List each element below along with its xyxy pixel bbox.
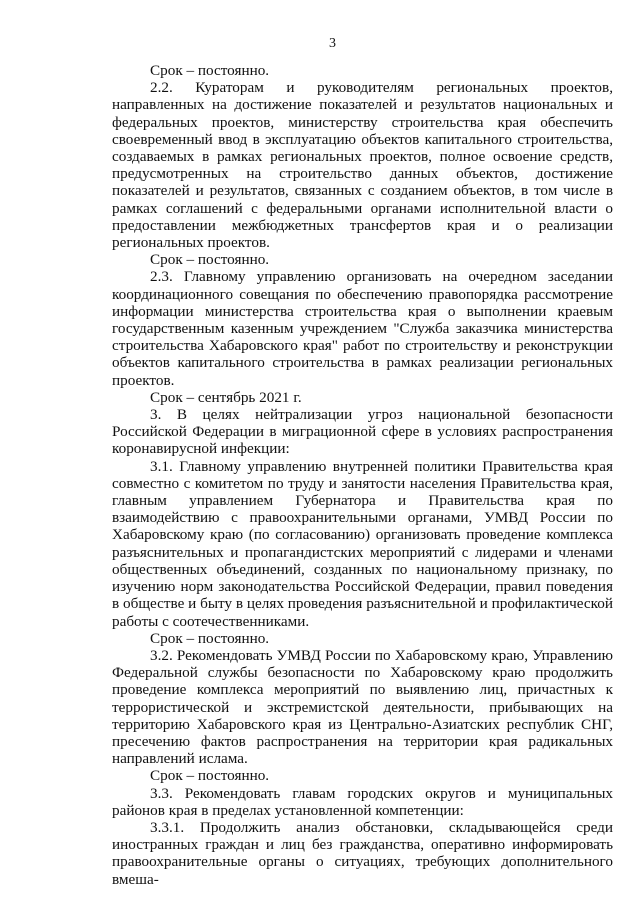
paragraph-3-1: 3.1. Главному управлению внутренней политики Правительства края совместно с комитетом по труду и занятости населения Правительства края, главным управлением Губернатора и Правительства края по взаимодействию с правоохранительными органами, УМВД России по Хабаровскому краю (по согласованию) организовать проведение комплекса разъяснительных и пропагандистских мероприятий с лидерами и членами общественных объединений, созданных по национальному признаку, по изучению норм законодательства Российской Федерации, правил поведения в обществе и быту в целях проведения разъяснительной и профилактической работы с соотечественниками. (112, 457, 613, 630)
paragraph-3: 3. В целях нейтрализации угроз национальной безопасности Российской Федерации в миграционной сфере в условиях распространения коронавирусной инфекции: (112, 406, 613, 458)
paragraph-deadline: Срок – постоянно. (150, 767, 270, 785)
paragraph-2-2: 2.2. Кураторам и руководителям региональных проектов, направленных на достижение показателей и результатов национальных и федеральных проектов, министерству строительства края обеспечить своевременный ввод в эксплуатацию объектов капитального строительства, создаваемых в рамках региональных проектов, полное освоение средств, предусмотренных на строительство данных объектов, достижение показателей и результатов, связанных с созданием объектов, в том числе в рамках соглашений с федеральными органами исполнительной власти о предоставлении межбюджетных трансфертов края и о реализации региональных проектов. (112, 79, 613, 252)
paragraph-2-3: 2.3. Главному управлению организовать на очередном заседании координационного совещания по обеспечению правопорядка рассмотрение информации министерства строительства края о выполнении краевым государственным казенным учреждением "Служба заказчика министерства строительства Хабаровского края" работ по строительству и реконструкции объектов капитального строительства в рамках реализации региональных проектов. (112, 268, 613, 389)
paragraph-deadline: Срок – постоянно. (150, 251, 270, 269)
paragraph-3-2: 3.2. Рекомендовать УМВД России по Хабаровскому краю, Управлению Федеральной службы безопасности по Хабаровскому краю продолжить проведение комплекса мероприятий по выявлению лиц, причастных к террористической и экстремистской деятельности, прибывающих на территорию Хабаровского края из Центрально-Азиатских республик СНГ, пресечению фактов распространения на территории края радикальных направлений ислама. (112, 646, 613, 768)
page-number: 3 (329, 36, 336, 51)
paragraph-deadline: Срок – постоянно. (150, 629, 270, 647)
paragraph-3-3-1: 3.3.1. Продолжить анализ обстановки, складывающейся среди иностранных граждан и лиц без гражданства, оперативно информировать правоохранительные органы о ситуациях, требующих дополнительного вмеша- (112, 818, 613, 888)
paragraph-deadline: Срок – постоянно. (150, 62, 270, 79)
paragraph-3-3: 3.3. Рекомендовать главам городских округов и муниципальных районов края в пределах установленной компетенции: (112, 784, 613, 819)
paragraph-deadline: Срок – сентябрь 2021 г. (150, 388, 302, 406)
